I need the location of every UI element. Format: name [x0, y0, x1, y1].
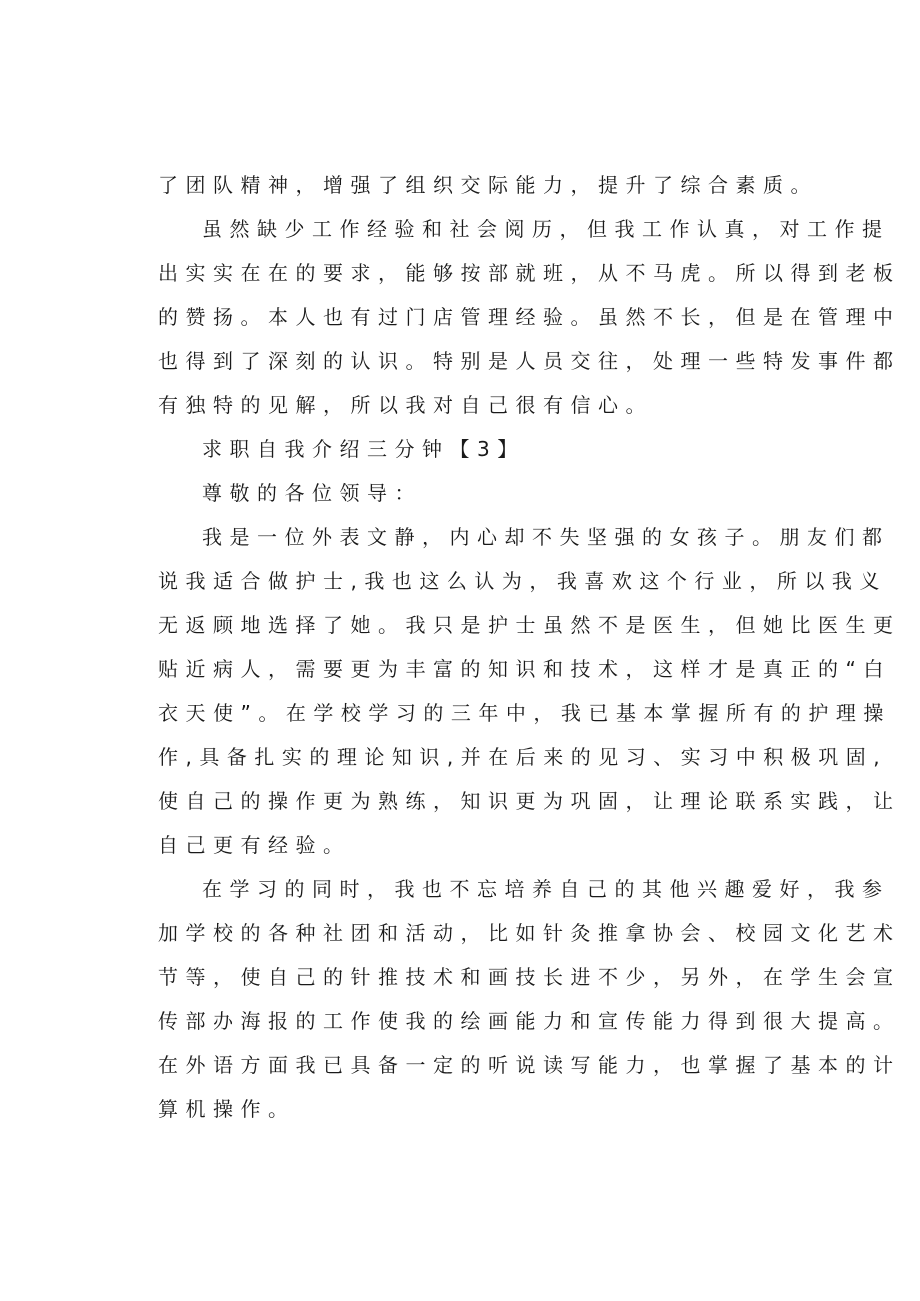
paragraph-start-line: 我是一位外表文静，内心却不失坚强的女孩子。朋友们都	[202, 525, 890, 549]
text-line: 传部办海报的工作使我的绘画能力和宣传能力得到很大提高。	[158, 1009, 901, 1033]
text-line: 作,具备扎实的理论知识,并在后来的见习、实习中积极巩固,	[158, 745, 888, 769]
text-line: 了团队精神，增强了组织交际能力，提升了综合素质。	[158, 173, 818, 197]
text-line: 贴近病人，需要更为丰富的知识和技术，这样才是真正的“白	[158, 657, 891, 681]
text-line: 说我适合做护士,我也这么认为，我喜欢这个行业，所以我义	[158, 569, 887, 593]
text-line: 也得到了深刻的认识。特别是人员交往，处理一些特发事件都	[158, 349, 901, 373]
section-heading: 求职自我介绍三分钟【3】	[202, 437, 525, 461]
text-line: 出实实在在的要求，能够按部就班，从不马虎。所以得到老板	[158, 261, 901, 285]
text-line: 节等，使自己的针推技术和画技长进不少，另外，在学生会宣	[158, 965, 901, 989]
document-page	[158, 163, 901, 1131]
salutation: 尊敬的各位领导：	[202, 481, 422, 505]
text-line: 加学校的各种社团和活动，比如针灸推拿协会、校园文化艺术	[158, 921, 901, 945]
text-line: 有独特的见解，所以我对自己很有信心。	[158, 393, 653, 417]
text-line: 在外语方面我已具备一定的听说读写能力，也掌握了基本的计	[158, 1053, 901, 1077]
paragraph-start-line: 虽然缺少工作经验和社会阅历，但我工作认真，对工作提	[202, 217, 890, 241]
text-line: 的赞扬。本人也有过门店管理经验。虽然不长，但是在管理中	[158, 305, 901, 329]
text-line: 算机操作。	[158, 1097, 296, 1121]
text-line: 使自己的操作更为熟练，知识更为巩固，让理论联系实践，让	[158, 789, 901, 813]
text-line: 自己更有经验。	[158, 833, 351, 857]
text-line: 无返顾地选择了她。我只是护士虽然不是医生，但她比医生更	[158, 613, 901, 637]
text-line: 衣天使”。在学校学习的三年中，我已基本掌握所有的护理操	[158, 701, 891, 725]
paragraph-start-line: 在学习的同时，我也不忘培养自己的其他兴趣爱好，我参	[202, 877, 890, 901]
